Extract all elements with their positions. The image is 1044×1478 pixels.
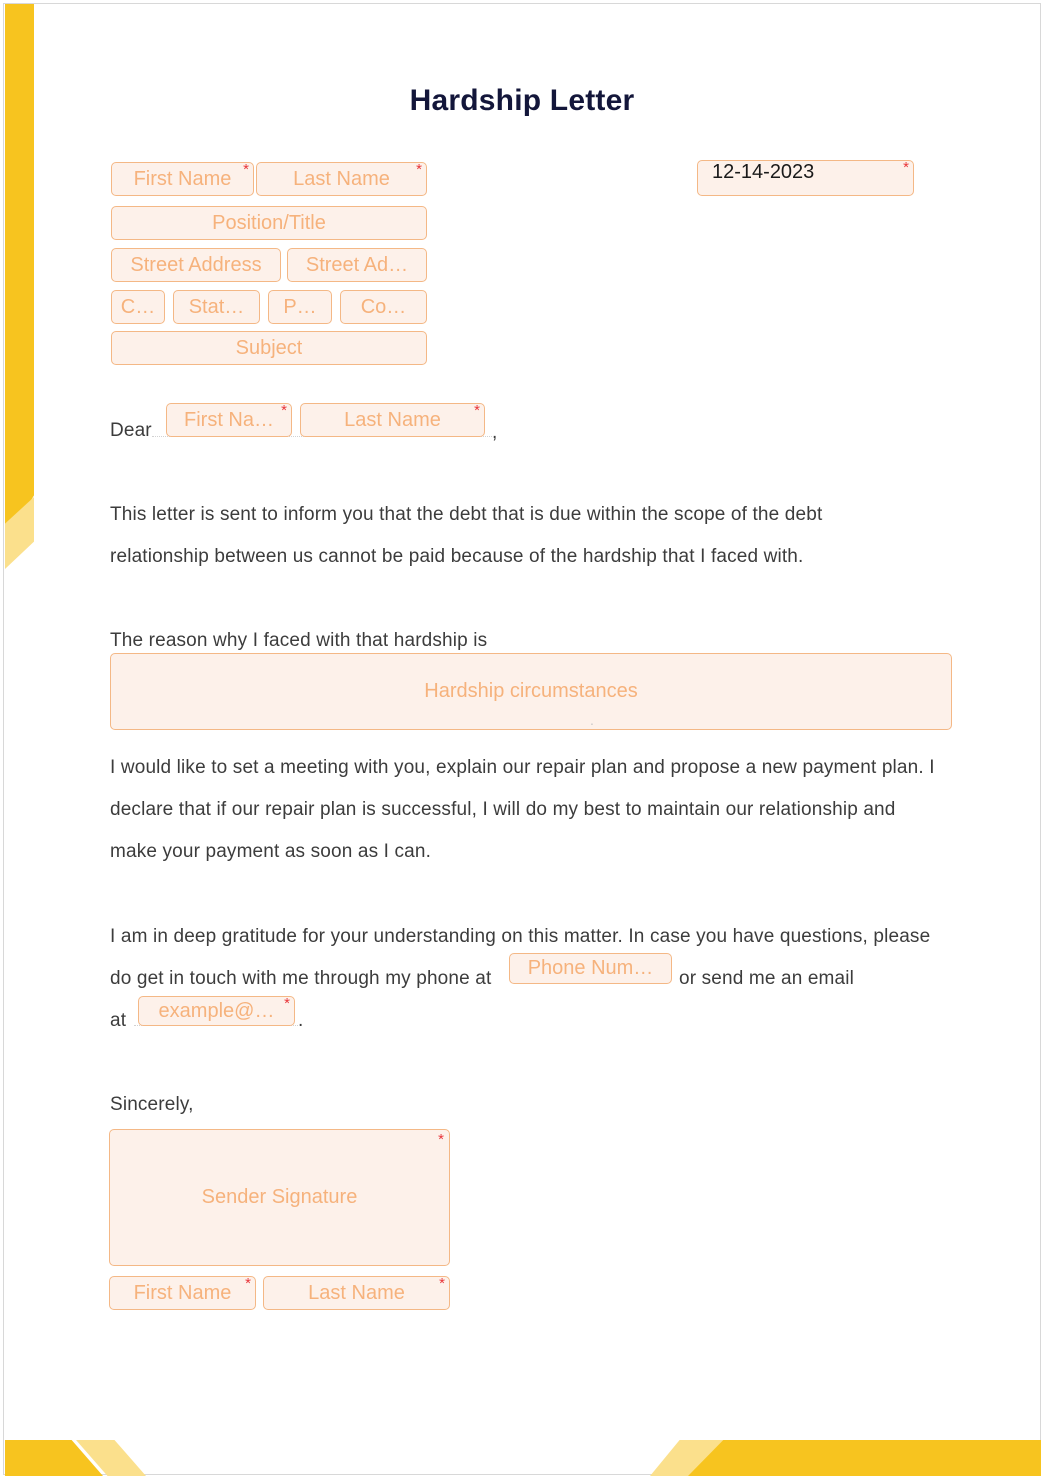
- field-placeholder: Last Name: [308, 1281, 405, 1304]
- required-mark: *: [245, 1276, 251, 1292]
- paragraph-3-line-3b: .: [298, 1010, 304, 1031]
- paragraph-2-line-3: make your payment as soon as I can.: [110, 841, 432, 862]
- signer-first-name-field[interactable]: [109, 1276, 256, 1310]
- field-placeholder: Sender Signature: [201, 1186, 358, 1208]
- subject-field[interactable]: [111, 331, 427, 365]
- required-mark: *: [243, 162, 249, 178]
- phone-number-field[interactable]: [509, 953, 672, 984]
- date-value: 12-14-2023: [712, 161, 815, 183]
- email-field[interactable]: [138, 996, 295, 1026]
- field-placeholder: Subject: [235, 336, 303, 359]
- paragraph-2-line-1: I would like to set a meeting with you, explain our repair plan and propose a new payment plan. I: [110, 757, 935, 778]
- required-mark: *: [474, 403, 480, 419]
- sender-city-field[interactable]: [111, 290, 165, 324]
- required-mark: *: [903, 160, 909, 176]
- required-mark: *: [281, 403, 287, 419]
- sender-street-address-field[interactable]: [111, 248, 281, 282]
- date-field[interactable]: [697, 160, 914, 196]
- reason-period: .: [590, 712, 595, 728]
- paragraph-3-line-1: I am in deep gratitude for your understanding on this matter. In case you have questions, please: [110, 926, 931, 947]
- signer-last-name-field[interactable]: [263, 1276, 450, 1310]
- sender-street-address-2-field[interactable]: [287, 248, 427, 282]
- field-placeholder: First Na…: [184, 408, 274, 431]
- sender-first-name-field[interactable]: [111, 162, 254, 196]
- field-placeholder: Position/Title: [212, 211, 326, 234]
- paragraph-1-line-1: This letter is sent to inform you that the debt that is due within the scope of the debt: [110, 504, 823, 525]
- paragraph-1-line-2: relationship between us cannot be paid because of the hardship that I faced with.: [110, 546, 804, 567]
- document-title: Hardship Letter: [409, 84, 635, 117]
- paragraph-3-line-2a: do get in touch with me through my phone at: [110, 968, 492, 989]
- sender-postal-field[interactable]: [268, 290, 332, 324]
- sender-state-field[interactable]: [173, 290, 260, 324]
- sender-signature-field[interactable]: [109, 1129, 450, 1266]
- recipient-last-name-field[interactable]: [300, 403, 485, 437]
- field-placeholder: Co…: [360, 295, 407, 318]
- field-placeholder: Street Address: [130, 253, 262, 276]
- field-placeholder: example@…: [158, 999, 275, 1022]
- paragraph-2-line-2: declare that if our repair plan is successful, I will do my best to maintain our relationship and: [110, 799, 896, 820]
- required-mark: *: [438, 1131, 444, 1148]
- sender-country-field[interactable]: [340, 290, 427, 324]
- field-placeholder: C…: [120, 295, 156, 318]
- required-mark: *: [439, 1276, 445, 1292]
- field-placeholder: Stat…: [188, 295, 245, 318]
- field-placeholder: Street Ad…: [305, 253, 409, 276]
- field-placeholder: Last Name: [293, 167, 390, 190]
- field-placeholder: P…: [283, 295, 317, 318]
- required-mark: *: [416, 162, 422, 178]
- sender-last-name-field[interactable]: [256, 162, 427, 196]
- salutation-comma: ,: [492, 422, 498, 443]
- paragraph-3-line-3a: at: [110, 1010, 127, 1031]
- salutation-dear: Dear: [110, 420, 152, 441]
- recipient-first-name-field[interactable]: [166, 403, 292, 437]
- paragraph-3-line-2b: or send me an email: [679, 968, 854, 989]
- field-placeholder: Hardship circumstances: [424, 680, 638, 702]
- hardship-circumstances-field[interactable]: [110, 653, 952, 730]
- bottom-right-accent: [688, 1440, 1041, 1476]
- closing-sincerely: Sincerely,: [110, 1094, 194, 1115]
- sender-position-field[interactable]: [111, 206, 427, 240]
- field-placeholder: First Name: [133, 1281, 232, 1304]
- reason-label: The reason why I faced with that hardship is: [110, 630, 488, 651]
- field-placeholder: Phone Num…: [527, 957, 654, 979]
- field-placeholder: Last Name: [344, 408, 441, 431]
- required-mark: *: [284, 996, 290, 1012]
- field-placeholder: First Name: [133, 167, 232, 190]
